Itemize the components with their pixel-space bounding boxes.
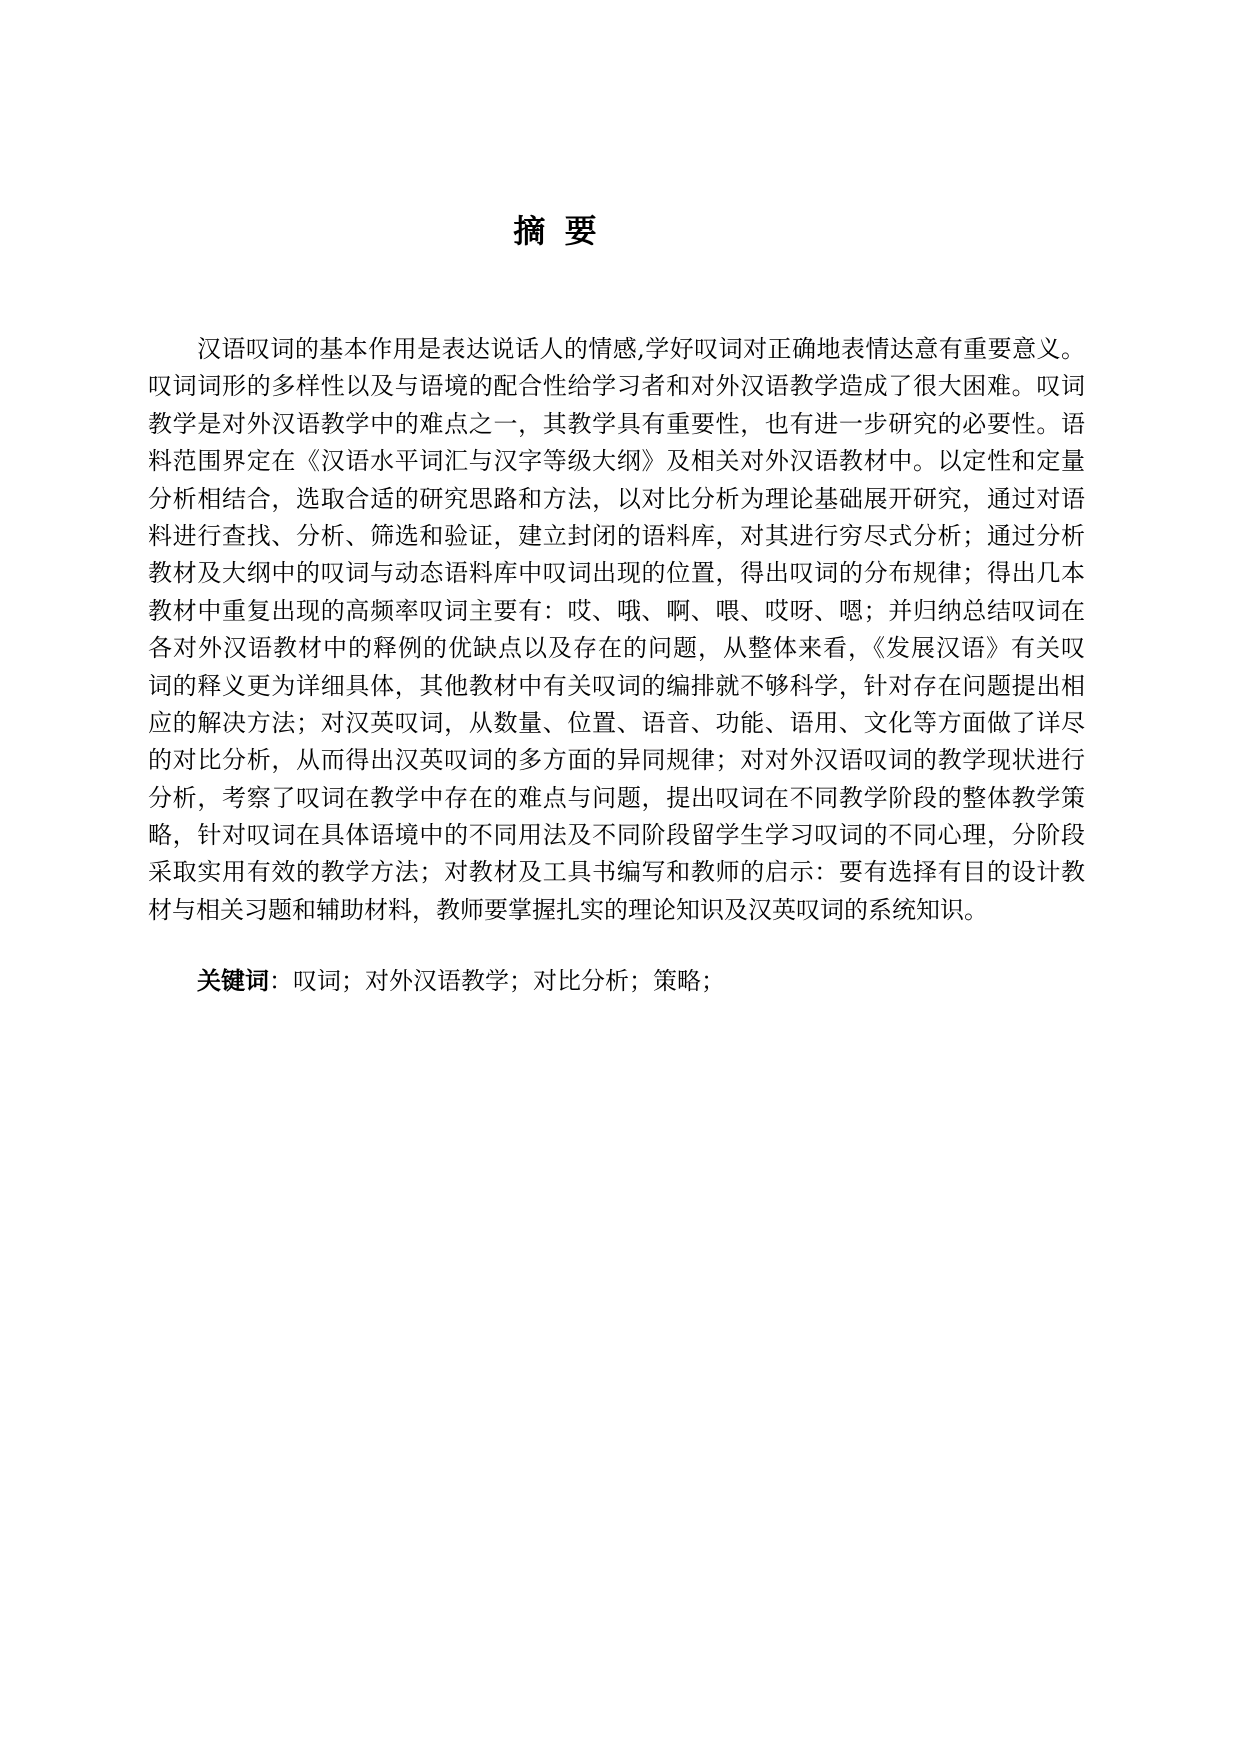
abstract-body [148, 331, 1085, 929]
abstract-line: 分析相结合，选取合适的研究思路和方法，以对比分析为理论基础展开研究，通过对语 [148, 484, 1085, 513]
page-title: 摘 要 [513, 212, 597, 250]
abstract-line: 料范围界定在《汉语水平词汇与汉字等级大纲》及相关对外汉语教材中。以定性和定量 [148, 447, 1085, 476]
abstract-line: 汉语叹词的基本作用是表达说话人的情感,学好叹词对正确地表情达意有重要意义。 [197, 335, 1085, 363]
abstract-line: 应的解决方法；对汉英叹词，从数量、位置、语音、功能、语用、文化等方面做了详尽 [148, 708, 1085, 737]
abstract-line: 各对外汉语教材中的释例的优缺点以及存在的问题，从整体来看，《发展汉语》有关叹 [148, 634, 1085, 663]
abstract-line: 叹词词形的多样性以及与语境的配合性给学习者和对外汉语教学造成了很大困难。叹词 [148, 372, 1085, 401]
abstract-line: 教材中重复出现的高频率叹词主要有：哎、哦、啊、喂、哎呀、嗯；并归纳总结叹词在 [148, 596, 1085, 625]
abstract-line: 词的释义更为详细具体，其他教材中有关叹词的编排就不够科学，针对存在问题提出相 [148, 671, 1085, 700]
abstract-line: 教学是对外汉语教学中的难点之一，其教学具有重要性，也有进一步研究的必要性。语 [148, 409, 1085, 438]
abstract-line: 采取实用有效的教学方法；对教材及工具书编写和教师的启示：要有选择有目的设计教 [148, 858, 1085, 887]
keywords-line [197, 962, 1085, 1000]
abstract-line: 略，针对叹词在具体语境中的不同用法及不同阶段留学生学习叹词的不同心理，分阶段 [148, 821, 1085, 850]
abstract-line: 教材及大纲中的叹词与动态语料库中叹词出现的位置，得出叹词的分布规律；得出几本 [148, 559, 1085, 588]
keywords-label: 关键词 [197, 966, 269, 995]
abstract-line: 的对比分析，从而得出汉英叹词的多方面的异同规律；对对外汉语叹词的教学现状进行 [148, 746, 1085, 775]
keywords-value: ：叹词；对外汉语教学；对比分析；策略； [269, 967, 725, 995]
abstract-line: 料进行查找、分析、筛选和验证，建立封闭的语料库，对其进行穷尽式分析；通过分析 [148, 521, 1085, 550]
abstract-line: 材与相关习题和辅助材料，教师要掌握扎实的理论知识及汉英叹词的系统知识。 [148, 895, 988, 924]
abstract-line: 分析，考察了叹词在教学中存在的难点与问题，提出叹词在不同教学阶段的整体教学策 [148, 783, 1085, 812]
